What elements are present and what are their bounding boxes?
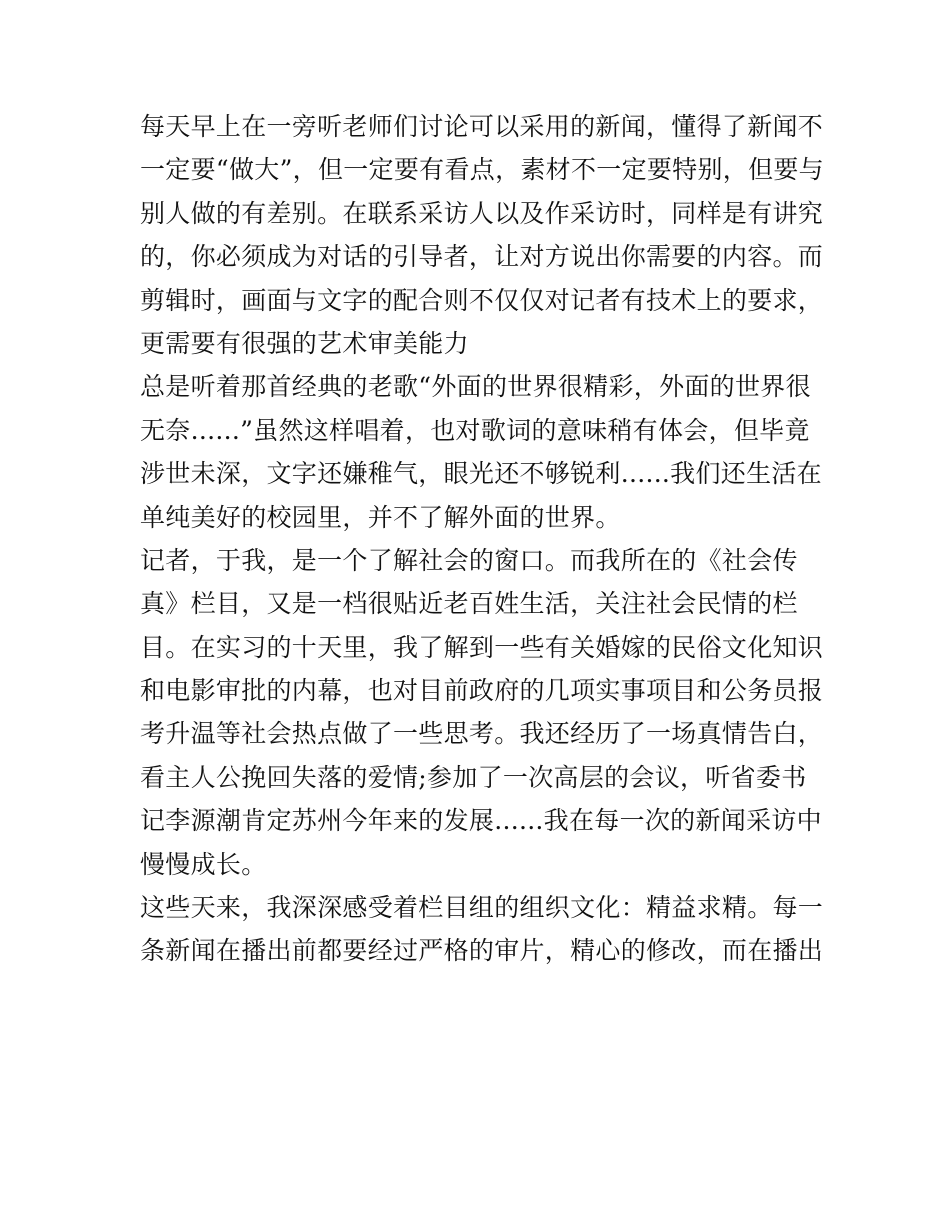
text-line: 慢慢成长。 [140,849,267,879]
paragraph-2 [140,365,822,539]
document-body [140,105,824,973]
text-line: 总是听着那首经典的老歌“外面的世界很精彩，外面的世界很 [140,372,811,402]
text-line: 考升温等社会热点做了一些思考。我还经历了一场真情告白， [140,719,824,749]
text-line: 条新闻在播出前都要经过严格的审片，精心的修改，而在播出 [140,936,824,966]
text-line: 无奈......”虽然这样唱着，也对歌词的意味稍有体会，但毕竟 [140,415,810,445]
text-line: 一定要“做大”，但一定要有看点，素材不一定要特别，但要与 [140,155,824,185]
text-line: 更需要有很强的艺术审美能力 [140,328,469,358]
text-line: 和电影审批的内幕，也对目前政府的几项实事项目和公务员报 [140,676,824,706]
text-line: 记者，于我，是一个了解社会的窗口。而我所在的《社会传 [140,545,798,575]
text-line: 真》栏目，又是一档很贴近老百姓生活，关注社会民情的栏 [140,589,798,619]
paragraph-3 [140,539,824,886]
text-line: 这些天来，我深深感受着栏目组的组织文化：精益求精。每一 [140,893,824,923]
text-line: 单纯美好的校园里，并不了解外面的世界。 [140,502,621,532]
text-line: 每天早上在一旁听老师们讨论可以采用的新闻，懂得了新闻不 [140,112,824,141]
text-line: 目。在实习的十天里，我了解到一些有关婚嫁的民俗文化知识 [140,632,824,662]
paragraph-1 [140,105,824,365]
text-line: 剪辑时，画面与文字的配合则不仅仅对记者有技术上的要求， [140,285,824,315]
text-line: 看主人公挽回失落的爱情;参加了一次高层的会议，听省委书 [140,762,807,792]
text-line: 的，你必须成为对话的引导者，让对方说出你需要的内容。而 [140,242,824,272]
text-line: 别人做的有差别。在联系采访人以及作采访时，同样是有讲究 [140,198,824,228]
paragraph-4 [140,886,824,973]
text-line: 涉世未深，文字还嫌稚气，眼光还不够锐利......我们还生活在 [140,459,822,489]
text-line: 记李源潮肯定苏州今年来的发展......我在每一次的新闻采访中 [140,806,822,836]
